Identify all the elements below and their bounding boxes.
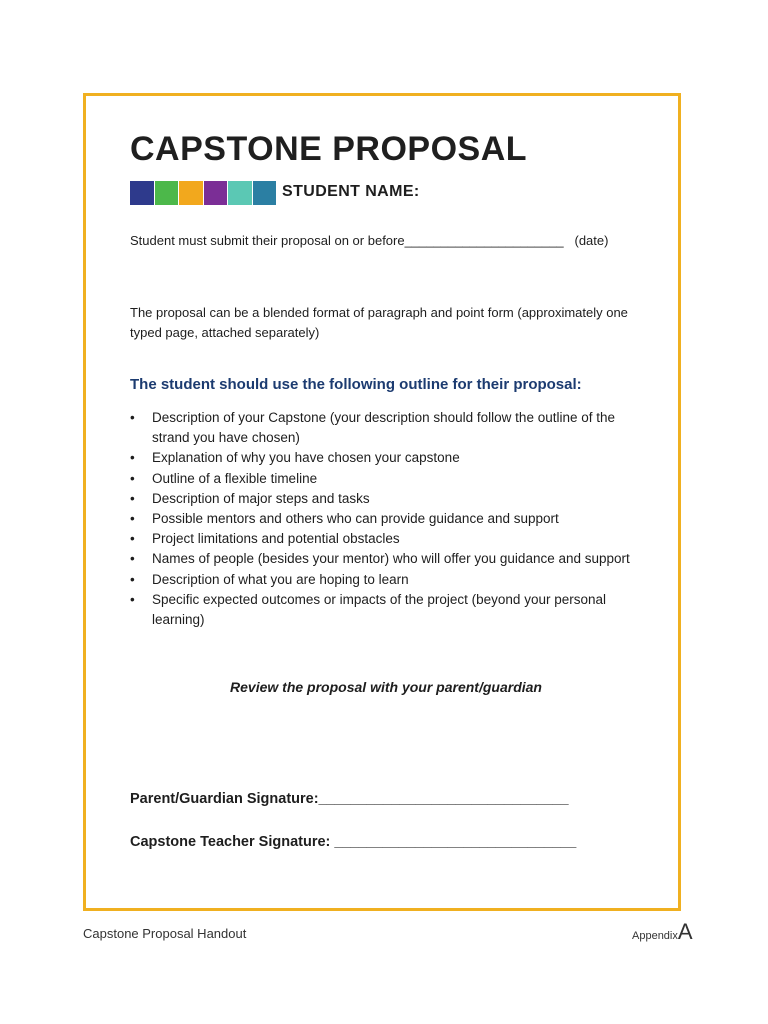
- outline-item: [130, 408, 650, 448]
- footer-title: Capstone Proposal Handout: [83, 926, 247, 941]
- outline-item-text: Explanation of why you have chosen your capstone: [152, 450, 460, 466]
- bullet-icon: •: [130, 490, 135, 506]
- color-swatch: [155, 181, 180, 205]
- color-swatch: [204, 181, 229, 205]
- outline-item-text: Description of major steps and tasks: [152, 490, 370, 506]
- student-name-label: STUDENT NAME:: [282, 183, 420, 200]
- outline-item-text: Description of your Capstone (your description should follow the outline of the strand you have chosen): [152, 410, 616, 446]
- bullet-icon: •: [130, 551, 135, 567]
- color-swatch: [253, 181, 278, 205]
- bullet-icon: •: [130, 470, 135, 486]
- outline-item: [130, 590, 650, 630]
- outline-item: [130, 529, 650, 549]
- outline-list: [130, 408, 650, 630]
- parent-signature-line: Parent/Guardian Signature:_______________________________: [130, 791, 569, 807]
- bullet-icon: •: [130, 571, 135, 587]
- deadline-text: Student must submit their proposal on or before: [130, 233, 405, 248]
- outline-item: [130, 489, 650, 509]
- outline-item-text: Names of people (besides your mentor) who will offer you guidance and support: [152, 551, 630, 567]
- outline-heading: The student should use the following outline for their proposal:: [130, 376, 582, 393]
- outline-item-text: Outline of a flexible timeline: [152, 470, 318, 486]
- bullet-icon: •: [130, 531, 135, 547]
- outline-item: [130, 509, 650, 529]
- outline-item: [130, 469, 650, 489]
- color-swatch: [228, 181, 253, 205]
- outline-item-text: Possible mentors and others who can provide guidance and support: [152, 511, 559, 527]
- teacher-signature-line: Capstone Teacher Signature: ______________________________: [130, 834, 577, 850]
- color-swatch-bar: [130, 181, 277, 205]
- outline-item: [130, 549, 650, 569]
- outline-item: [130, 570, 650, 590]
- date-suffix: (date): [574, 233, 609, 248]
- appendix-letter: A: [677, 919, 693, 944]
- bullet-icon: •: [130, 450, 135, 466]
- bullet-icon: •: [130, 410, 135, 425]
- date-blank: ______________________: [404, 233, 564, 248]
- page-title: CAPSTONE PROPOSAL: [130, 130, 528, 168]
- outline-item-text: Description of what you are hoping to learn: [152, 571, 409, 587]
- bullet-icon: •: [130, 511, 135, 527]
- outline-item-text: Project limitations and potential obstacles: [152, 531, 400, 547]
- bullet-icon: •: [130, 591, 135, 607]
- appendix-word: Appendix: [632, 930, 678, 942]
- outline-item: [130, 448, 650, 468]
- review-note: Review the proposal with your parent/guardian: [230, 679, 542, 695]
- deadline-line: [130, 231, 608, 251]
- outline-item-text: Specific expected outcomes or impacts of the project (beyond your personal learning): [152, 591, 606, 628]
- color-swatch: [179, 181, 204, 205]
- format-note: The proposal can be a blended format of paragraph and point form (approximately one typed page, attached separately): [130, 305, 628, 340]
- color-swatch: [130, 181, 155, 205]
- appendix-label: [632, 919, 693, 945]
